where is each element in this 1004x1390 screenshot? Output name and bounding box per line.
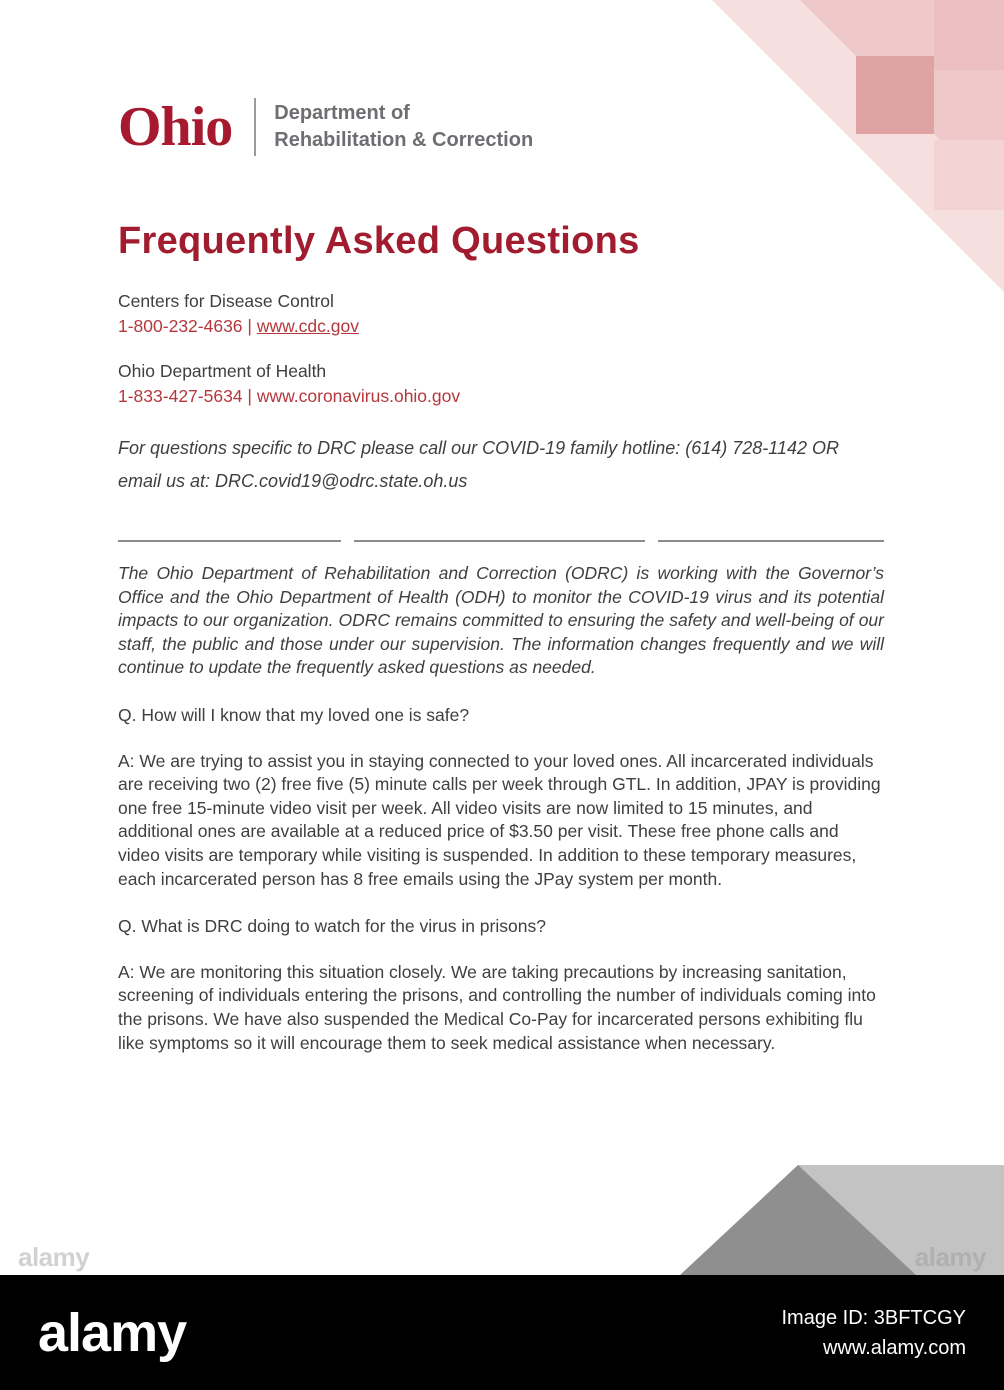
contact-name: Centers for Disease Control [118, 291, 334, 311]
agency-logo [118, 92, 886, 162]
faq-answer-2: A: We are monitoring this situation closely. We are taking precautions by increasing sanitation, screening of individuals entering the prisons, and controlling the number of individuals coming into the prisons. We have also suspended the Medical Co-Pay for incarcerated persons exhibiting flu like symptoms so it will encourage them to seek medical assistance when necessary. [118, 961, 876, 1053]
contact-name: Ohio Department of Health [118, 361, 327, 381]
faq-question-2: Q. What is DRC doing to watch for the virus in prisons? [118, 916, 546, 937]
alamy-bar [0, 1275, 1004, 1390]
hotline-note [118, 432, 886, 498]
section-divider [118, 540, 884, 542]
image-id: Image ID: 3BFTCGY [781, 1306, 966, 1329]
ohio-logo-text: Ohio [118, 96, 233, 158]
hotline-line1: For questions specific to DRC please call our COVID-19 family hotline: (614) 728-1142 OR [118, 438, 839, 458]
alamy-meta [782, 1303, 967, 1363]
faq-answer-1: A: We are trying to assist you in staying connected to your loved ones. All incarcerated individuals are receiving two (2) free five (5) minute calls per week through GTL. In addition, JPAY is providing one free 15-minute video visit per week. All video visits are now limited to 15 minutes, and additional ones are available at a reduced price of $3.50 per visit. These free phone calls and video visits are temporary while visiting is suspended. In addition to these temporary measures, each incarcerated person has 8 free emails using the JPay system per month. [118, 750, 881, 889]
contact-line [118, 385, 886, 408]
contact-line [118, 315, 886, 338]
alamy-logo: alamy [38, 1302, 187, 1363]
separator: | [242, 316, 257, 336]
alamy-url-link[interactable]: www.alamy.com [823, 1336, 966, 1359]
hotline-line2: email us at: DRC.covid19@odrc.state.oh.us [118, 471, 468, 491]
contact-phone: 1-833-427-5634 [118, 386, 243, 406]
contact-block-cdc [118, 290, 886, 338]
cdc-link[interactable]: www.cdc.gov [256, 316, 359, 336]
contact-block-odh [118, 360, 886, 408]
page-title: Frequently Asked Questions [118, 220, 640, 262]
logo-divider [254, 98, 256, 156]
separator: | [242, 386, 257, 406]
odh-link[interactable]: www.coronavirus.ohio.gov [256, 386, 461, 406]
department-name [274, 100, 533, 154]
department-name-line2: Rehabilitation & Correction [274, 129, 534, 151]
department-name-line1: Department of [274, 102, 410, 124]
intro-paragraph: The Ohio Department of Rehabilitation and Correction (ODRC) is working with the Governor’s Office and the Ohio Department of Health (ODH) to monitor the COVID-19 virus and its potential impacts to our organization. ODRC remains committed to ensuring the safety and well-being of our staff, the public and those under our supervision. The information changes frequently and we will continue to update the frequently asked questions as needed. [118, 563, 884, 678]
contact-phone: 1-800-232-4636 [118, 316, 243, 336]
edge-watermark-left: alamy [18, 1242, 90, 1272]
faq-question-1: Q. How will I know that my loved one is safe? [118, 704, 470, 725]
edge-watermark-right: alamy [914, 1242, 986, 1272]
